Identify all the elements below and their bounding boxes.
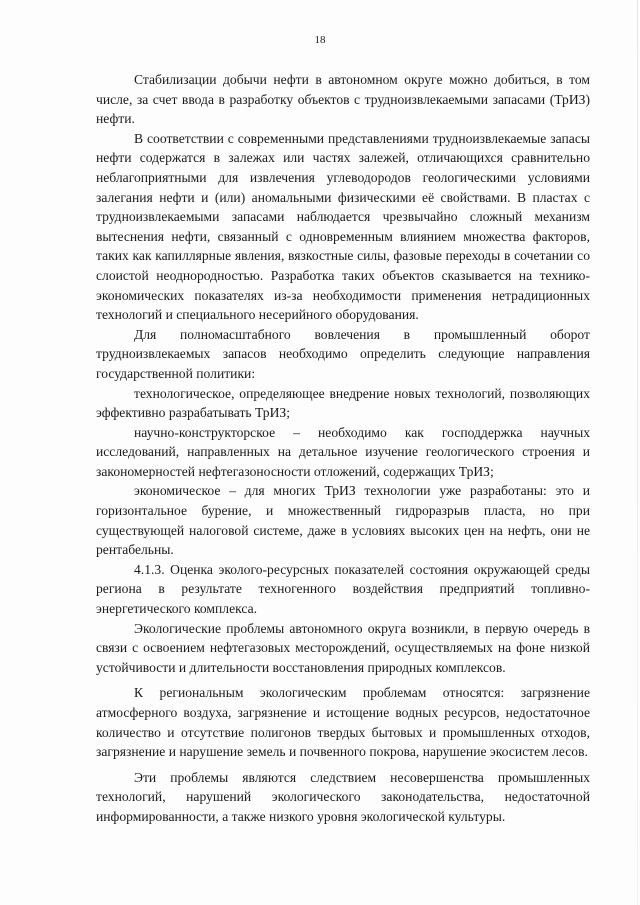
paragraph: Экологические проблемы автономного округа возникли, в первую очередь в связи с освоением нефтегазовых месторождений, осуществляемых на фоне низкой устойчивости и длительности восстановления природных комплексов.	[96, 620, 590, 675]
paragraph: Эти проблемы являются следствием несовершенства промышленных технологий, нарушений экологического законодательства, недостаточной информированности, а также низкого уровня экологической культуры.	[96, 769, 590, 824]
scan-edge-line	[637, 0, 638, 905]
section-heading: 4.1.3. Оценка эколого-ресурсных показателей состояния окружающей среды региона в результате техногенного воздействия предприятий топливно-энергетического комплекса.	[96, 561, 590, 617]
paragraph: научно-конструкторское – необходимо как господдержка научных исследований, направленных на детальное изучение геологического строения и закономерностей нефтегазоносности отложений, содержащих ТрИЗ;	[96, 424, 590, 479]
paragraph: В соответствии с современными представлениями трудноизвлекаемые запасы нефти содержатся в залежах или частях залежей, отличающихся сравнительно неблагоприятными для извлечения углеводородов геологическими условиями залегания нефти и (или) аномальными физическими её свойствами. В пластах с трудноизвлекаемыми запасами наблюдается чрезвычайно сложный механизм вытеснения нефти, связанный с одновременным влиянием множества факторов, таких как капиллярные явления, вязкостные силы, фазовые переходы в сочетании со слоистой неоднородностью. Разработка таких объектов сказывается на технико-экономических показателях из-за необходимости применения нетрадиционных технологий и специального несерийного оборудования.	[96, 130, 590, 323]
paragraph: экономическое – для многих ТрИЗ технологии уже разработаны: это и горизонтальное бурение, и множественный гидроразрыв пласта, но при существующей налоговой системе, даже в условиях высоких цен на нефть, они не рентабельны.	[96, 483, 590, 558]
paragraph: Стабилизации добычи нефти в автономном округе можно добиться, в том числе, за счет ввода в разработку объектов с трудноизвлекаемыми запасами (ТрИЗ) нефти.	[96, 72, 590, 127]
paragraph: К региональным экологическим проблемам относятся: загрязнение атмосферного воздуха, загрязнение и истощение водных ресурсов, недостаточное количество и отсутствие полигонов твердых бытовых и промышленных отходов, загрязнение и нарушение земель и почвенного покрова, нарушение экосистем лесов.	[96, 685, 590, 760]
paragraph: Для полномасштабного вовлечения в промышленный оборот трудноизвлекаемых запасов необходимо определить следующие направления государственной политики:	[96, 326, 590, 381]
paragraph: технологическое, определяющее внедрение новых технологий, позволяющих эффективно разрабатывать ТрИЗ;	[96, 385, 590, 421]
page-number: 18	[314, 34, 326, 46]
document-body	[96, 70, 590, 827]
